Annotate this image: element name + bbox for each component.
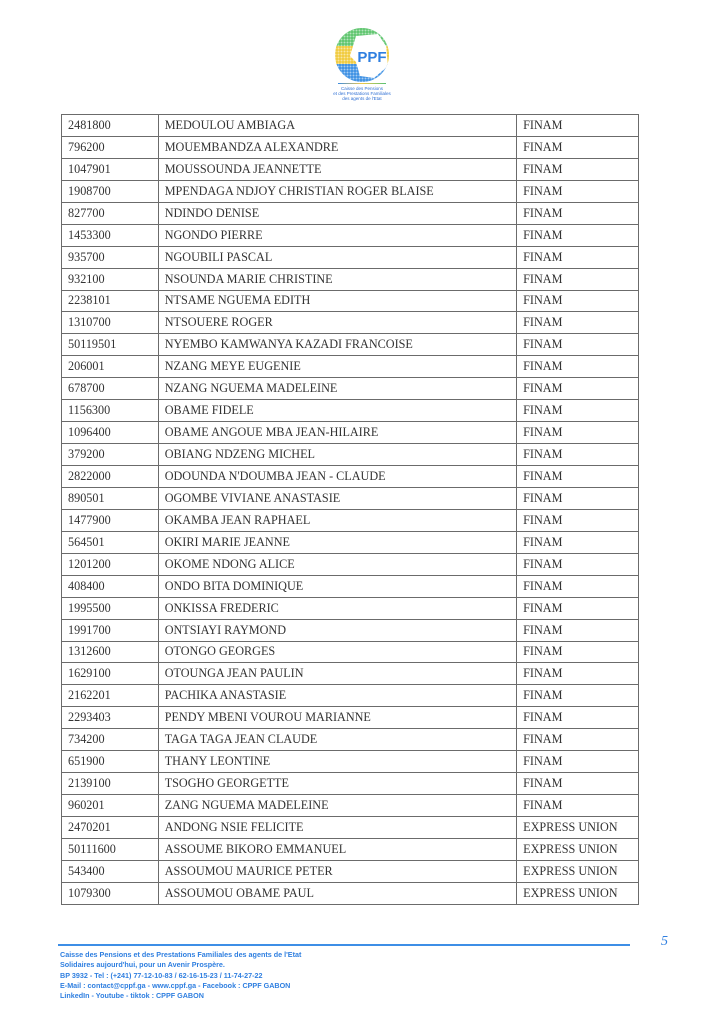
cell-id: 408400 (62, 575, 159, 597)
table-row (62, 400, 639, 422)
cell-name: THANY LEONTINE (158, 751, 516, 773)
cell-agency: FINAM (517, 619, 639, 641)
cell-name: OBIANG NDZENG MICHEL (158, 444, 516, 466)
cell-id: 206001 (62, 356, 159, 378)
logo-divider (338, 83, 386, 84)
table-row (62, 860, 639, 882)
cell-name: ZANG NGUEMA MADELEINE (158, 795, 516, 817)
table-row (62, 444, 639, 466)
table-row (62, 751, 639, 773)
footer-separator (58, 944, 630, 946)
table-row (62, 641, 639, 663)
cell-id: 2162201 (62, 685, 159, 707)
cell-name: OKIRI MARIE JEANNE (158, 531, 516, 553)
cell-name: ASSOUME BIKORO EMMANUEL (158, 838, 516, 860)
cell-id: 1047901 (62, 158, 159, 180)
cell-name: NTSAME NGUEMA EDITH (158, 290, 516, 312)
cell-agency: FINAM (517, 246, 639, 268)
cell-agency: FINAM (517, 531, 639, 553)
cell-name: OTONGO GEORGES (158, 641, 516, 663)
cell-agency: FINAM (517, 707, 639, 729)
beneficiary-table (61, 114, 639, 905)
cell-name: TSOGHO GEORGETTE (158, 773, 516, 795)
table-row (62, 553, 639, 575)
cell-id: 1156300 (62, 400, 159, 422)
cell-agency: FINAM (517, 729, 639, 751)
cell-id: 1096400 (62, 422, 159, 444)
cell-name: ANDONG NSIE FELICITE (158, 817, 516, 839)
cell-name: NYEMBO KAMWANYA KAZADI FRANCOISE (158, 334, 516, 356)
cell-id: 2238101 (62, 290, 159, 312)
table-row (62, 312, 639, 334)
cell-agency: FINAM (517, 400, 639, 422)
footer (60, 950, 660, 1001)
cell-name: ODOUNDA N'DOUMBA JEAN - CLAUDE (158, 466, 516, 488)
cell-id: 2139100 (62, 773, 159, 795)
cell-id: 734200 (62, 729, 159, 751)
cell-agency: FINAM (517, 290, 639, 312)
table-row (62, 707, 639, 729)
cell-agency: FINAM (517, 268, 639, 290)
cell-id: 1629100 (62, 663, 159, 685)
table-row (62, 246, 639, 268)
cell-name: OGOMBE VIVIANE ANASTASIE (158, 487, 516, 509)
cell-agency: EXPRESS UNION (517, 882, 639, 904)
cell-agency: FINAM (517, 334, 639, 356)
cell-agency: FINAM (517, 378, 639, 400)
cell-name: ASSOUMOU MAURICE PETER (158, 860, 516, 882)
cell-agency: FINAM (517, 685, 639, 707)
table-row (62, 356, 639, 378)
cell-id: 1453300 (62, 224, 159, 246)
cell-agency: FINAM (517, 663, 639, 685)
cell-name: NTSOUERE ROGER (158, 312, 516, 334)
table-row (62, 509, 639, 531)
cell-id: 564501 (62, 531, 159, 553)
table-row (62, 729, 639, 751)
table-row (62, 663, 639, 685)
cell-id: 50119501 (62, 334, 159, 356)
table-row (62, 487, 639, 509)
table-row (62, 882, 639, 904)
cell-agency: FINAM (517, 224, 639, 246)
table-row (62, 422, 639, 444)
cell-id: 50111600 (62, 838, 159, 860)
cell-id: 2293403 (62, 707, 159, 729)
cell-name: MOUSSOUNDA JEANNETTE (158, 158, 516, 180)
cell-id: 932100 (62, 268, 159, 290)
cell-agency: FINAM (517, 444, 639, 466)
logo-caption-line: Caisse des Pensions (340, 86, 384, 91)
footer-contact-phone: BP 3932 - Tel : (+241) 77-12-10-83 / 62-16-15-23 / 11-74-27-22 (60, 970, 263, 980)
cell-agency: FINAM (517, 553, 639, 575)
table-row (62, 685, 639, 707)
table-row (62, 158, 639, 180)
table-row (62, 136, 639, 158)
cell-agency: FINAM (517, 751, 639, 773)
table-row (62, 773, 639, 795)
cell-id: 1995500 (62, 597, 159, 619)
table-row (62, 268, 639, 290)
cell-agency: FINAM (517, 795, 639, 817)
cell-agency: FINAM (517, 466, 639, 488)
cell-agency: FINAM (517, 136, 639, 158)
cell-name: NDINDO DENISE (158, 202, 516, 224)
table-row (62, 466, 639, 488)
cell-name: OKAMBA JEAN RAPHAEL (158, 509, 516, 531)
footer-org-name: Caisse des Pensions et des Prestations Familiales des agents de l'Etat (60, 950, 302, 959)
cell-id: 827700 (62, 202, 159, 224)
page-number: 5 (661, 934, 668, 949)
cell-agency: FINAM (517, 356, 639, 378)
logo-caption (312, 86, 412, 102)
cell-agency: EXPRESS UNION (517, 817, 639, 839)
table-row (62, 224, 639, 246)
globe-icon (316, 26, 408, 84)
cell-id: 1477900 (62, 509, 159, 531)
cell-name: MOUEMBANDZA ALEXANDRE (158, 136, 516, 158)
table-row (62, 115, 639, 137)
cell-agency: FINAM (517, 158, 639, 180)
cell-name: NGOUBILI PASCAL (158, 246, 516, 268)
cell-id: 2481800 (62, 115, 159, 137)
table-row (62, 202, 639, 224)
table-row (62, 838, 639, 860)
cell-agency: EXPRESS UNION (517, 838, 639, 860)
cell-id: 543400 (62, 860, 159, 882)
cell-agency: FINAM (517, 509, 639, 531)
cell-id: 1312600 (62, 641, 159, 663)
footer-social: LinkedIn - Youtube - tiktok : CPPF GABON (60, 991, 204, 1001)
cell-name: ONDO BITA DOMINIQUE (158, 575, 516, 597)
cell-agency: EXPRESS UNION (517, 860, 639, 882)
footer-slogan: Solidaires aujourd'hui, pour un Avenir Prospère. (60, 960, 225, 970)
logo-text: PPF (357, 49, 387, 66)
cell-name: NZANG MEYE EUGENIE (158, 356, 516, 378)
cell-name: ASSOUMOU OBAME PAUL (158, 882, 516, 904)
cell-id: 2822000 (62, 466, 159, 488)
cell-name: OTOUNGA JEAN PAULIN (158, 663, 516, 685)
cell-agency: FINAM (517, 641, 639, 663)
footer-contact-web: E-Mail : contact@cppf.ga - www.cppf.ga - Facebook : CPPF GABON (60, 980, 291, 990)
cell-name: ONTSIAYI RAYMOND (158, 619, 516, 641)
cell-id: 1079300 (62, 882, 159, 904)
cell-agency: FINAM (517, 575, 639, 597)
cell-id: 960201 (62, 795, 159, 817)
cell-id: 1201200 (62, 553, 159, 575)
table-row (62, 795, 639, 817)
cell-id: 678700 (62, 378, 159, 400)
cell-id: 379200 (62, 444, 159, 466)
cell-id: 935700 (62, 246, 159, 268)
table-row (62, 531, 639, 553)
cell-id: 2470201 (62, 817, 159, 839)
table-row (62, 334, 639, 356)
cell-agency: FINAM (517, 202, 639, 224)
cell-name: PACHIKA ANASTASIE (158, 685, 516, 707)
cell-name: MEDOULOU AMBIAGA (158, 115, 516, 137)
cell-id: 890501 (62, 487, 159, 509)
cell-name: PENDY MBENI VOUROU MARIANNE (158, 707, 516, 729)
cell-name: MPENDAGA NDJOY CHRISTIAN ROGER BLAISE (158, 180, 516, 202)
cppf-logo (312, 26, 412, 106)
cell-agency: FINAM (517, 422, 639, 444)
cell-agency: FINAM (517, 773, 639, 795)
cell-name: OBAME FIDELE (158, 400, 516, 422)
cell-id: 1908700 (62, 180, 159, 202)
cell-agency: FINAM (517, 597, 639, 619)
logo-caption-line: et des Prestations Familiales (333, 91, 391, 97)
cell-agency: FINAM (517, 487, 639, 509)
table-row (62, 290, 639, 312)
cell-id: 651900 (62, 751, 159, 773)
cell-name: NGONDO PIERRE (158, 224, 516, 246)
table-row (62, 817, 639, 839)
table-row (62, 378, 639, 400)
table-row (62, 180, 639, 202)
cell-id: 796200 (62, 136, 159, 158)
cell-name: NSOUNDA MARIE CHRISTINE (158, 268, 516, 290)
cell-id: 1991700 (62, 619, 159, 641)
cell-agency: FINAM (517, 115, 639, 137)
cell-name: ONKISSA FREDERIC (158, 597, 516, 619)
cell-name: TAGA TAGA JEAN CLAUDE (158, 729, 516, 751)
cell-id: 1310700 (62, 312, 159, 334)
logo-caption-line: des agents de l'Etat (342, 96, 382, 102)
cell-name: NZANG NGUEMA MADELEINE (158, 378, 516, 400)
cell-name: OBAME ANGOUE MBA JEAN-HILAIRE (158, 422, 516, 444)
cell-agency: FINAM (517, 180, 639, 202)
table-row (62, 575, 639, 597)
table-row (62, 597, 639, 619)
table-row (62, 619, 639, 641)
cell-agency: FINAM (517, 312, 639, 334)
cell-name: OKOME NDONG ALICE (158, 553, 516, 575)
